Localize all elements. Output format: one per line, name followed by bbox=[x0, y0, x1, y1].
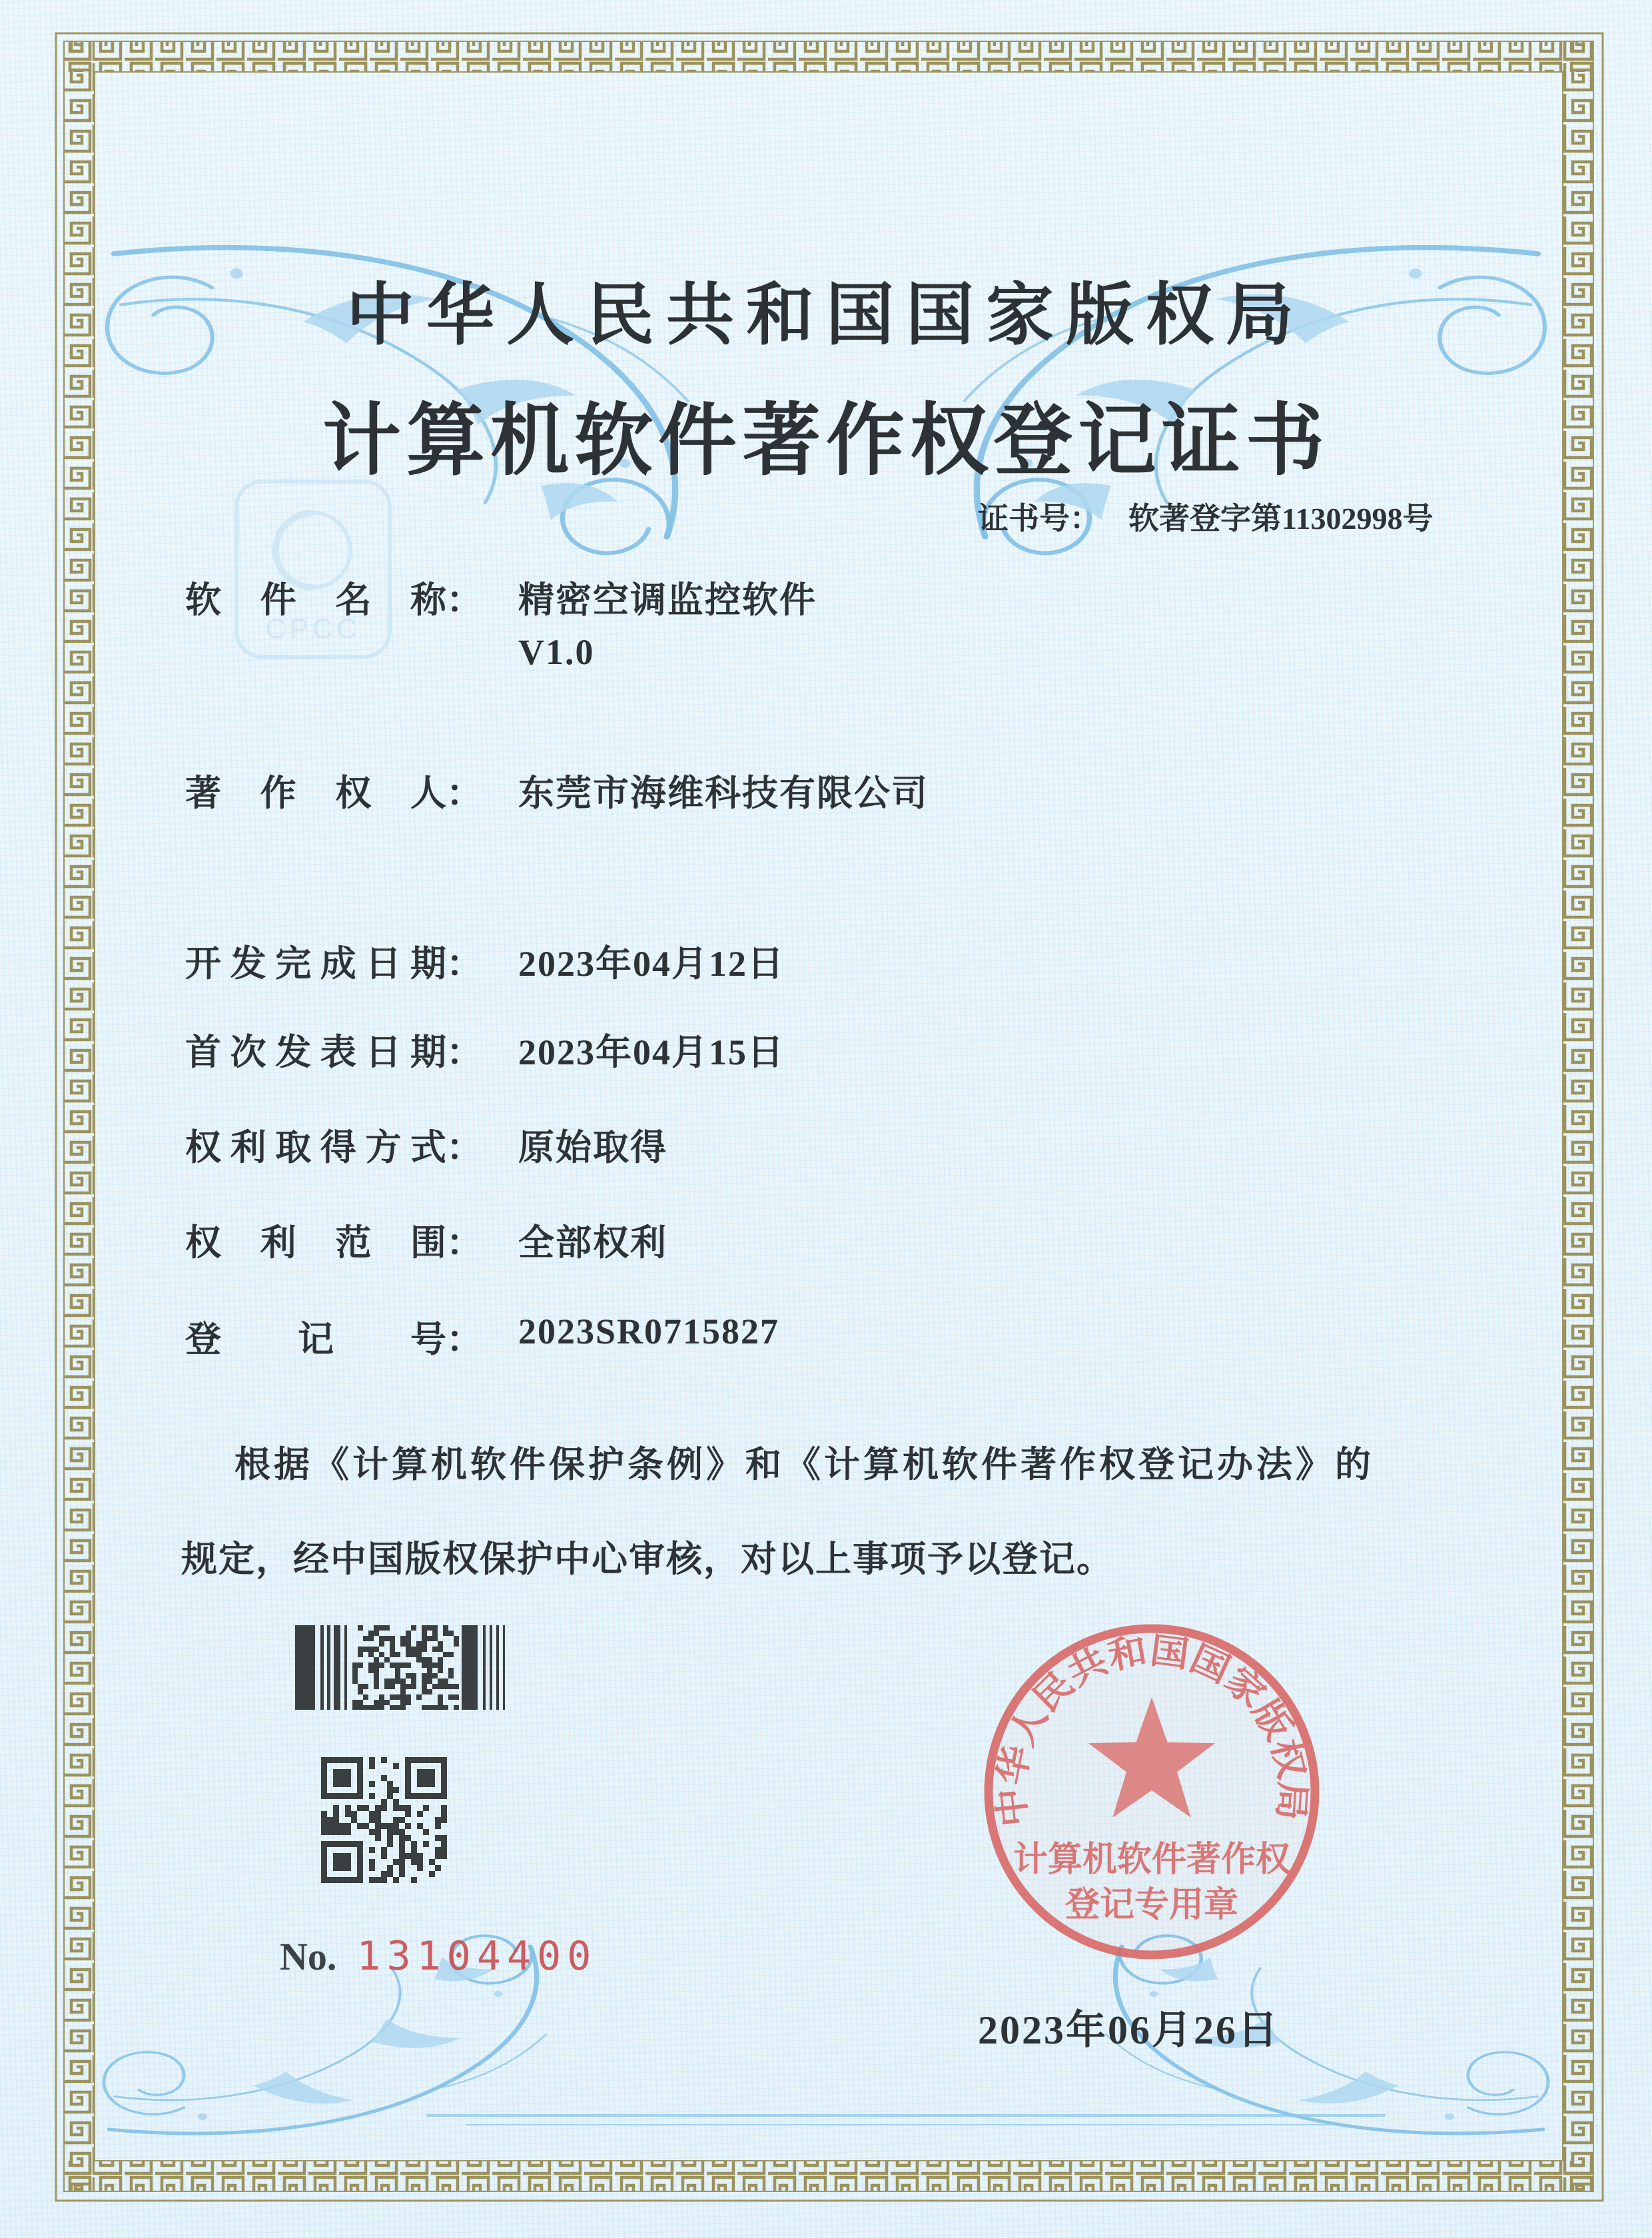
qr-code bbox=[321, 1757, 447, 1883]
field-value: 2023年04月15日 bbox=[518, 1032, 785, 1072]
field-value: 2023年04月12日 bbox=[518, 944, 785, 984]
watermark-text: CPCC bbox=[265, 613, 361, 644]
seal-line2: 登记专用章 bbox=[1064, 1886, 1239, 1924]
field-label: 首次发表日期 bbox=[185, 1032, 446, 1072]
field-value: 精密空调监控软件 bbox=[518, 580, 817, 620]
field-label: 权利范围 bbox=[185, 1223, 446, 1263]
field-label: 软件名称 bbox=[185, 580, 446, 620]
field-copyright-owner bbox=[185, 765, 929, 813]
field-label: 著作权人 bbox=[185, 773, 446, 813]
certificate-number-value: 软著登字第11302998号 bbox=[1128, 502, 1434, 536]
barcode bbox=[295, 1625, 511, 1710]
colon: ： bbox=[446, 773, 482, 813]
certificate-title: 计算机软件著作权登记证书 bbox=[322, 398, 1330, 485]
seal-line1: 计算机软件著作权 bbox=[1013, 1841, 1291, 1879]
field-right-scope bbox=[185, 1214, 667, 1263]
colon: ： bbox=[446, 1223, 482, 1263]
issuing-authority-title: 中华人民共和国国家版权局 bbox=[346, 278, 1306, 354]
field-right-acquisition bbox=[185, 1119, 667, 1168]
field-value: 原始取得 bbox=[518, 1128, 667, 1168]
certificate-number-label: 证书号： bbox=[978, 502, 1100, 536]
field-value: 东莞市海维科技有限公司 bbox=[518, 773, 929, 813]
serial-number-label: No. bbox=[280, 1935, 337, 1978]
seal-ring-text: 中华人民共和国国家版权局 bbox=[991, 1631, 1313, 1829]
colon: ： bbox=[446, 580, 482, 620]
colon: ： bbox=[446, 944, 482, 984]
serial-number-value: 13104400 bbox=[356, 1933, 598, 1980]
field-value: 2023SR0715827 bbox=[518, 1311, 780, 1351]
field-registration-no bbox=[185, 1311, 780, 1359]
field-label: 权利取得方式 bbox=[185, 1128, 446, 1168]
body-paragraph-line2: 规定，经中国版权保护中心审核，对以上事项予以登记。 bbox=[181, 1539, 1114, 1579]
field-dev-complete-date bbox=[185, 935, 785, 984]
colon: ： bbox=[446, 1128, 482, 1168]
field-software-name bbox=[185, 571, 817, 620]
software-version: V1.0 bbox=[518, 632, 595, 672]
field-label: 开发完成日期 bbox=[185, 944, 446, 984]
field-first-publish-date bbox=[185, 1024, 785, 1072]
official-seal bbox=[974, 1614, 1330, 1970]
colon: ： bbox=[446, 1032, 482, 1072]
colon: ： bbox=[446, 1319, 482, 1359]
serial-number-line bbox=[280, 1933, 597, 1980]
body-paragraph-line1: 根据《计算机软件保护条例》和《计算机软件著作权登记办法》的 bbox=[234, 1445, 1374, 1485]
bottom-rule-lines bbox=[426, 2115, 1386, 2125]
field-value: 全部权利 bbox=[518, 1223, 667, 1263]
cpcc-watermark bbox=[233, 478, 393, 661]
field-label: 登记号 bbox=[185, 1319, 446, 1359]
certificate-number-line bbox=[978, 494, 1433, 538]
issue-date: 2023年06月26日 bbox=[978, 2008, 1280, 2052]
